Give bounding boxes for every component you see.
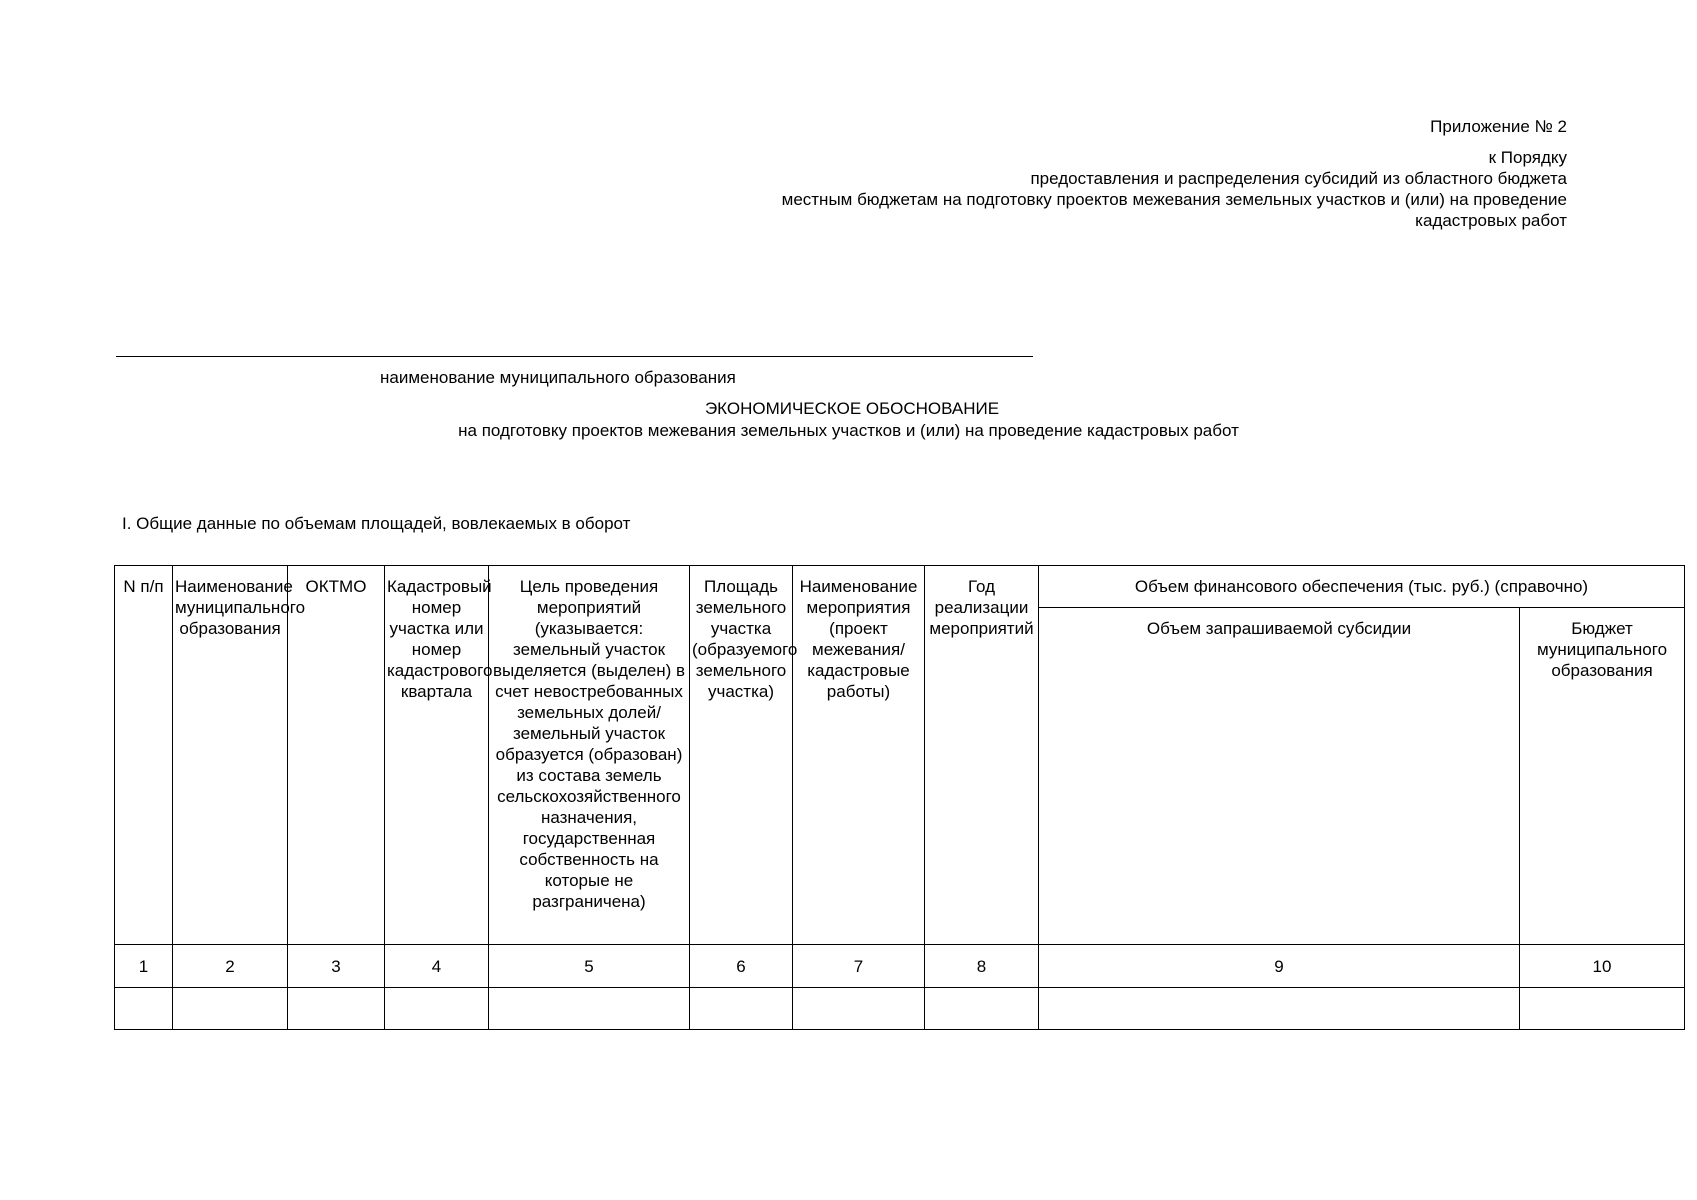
table-cell[interactable] — [115, 988, 173, 1030]
column-number: 8 — [925, 945, 1039, 988]
municipality-caption: наименование муниципального образования — [380, 368, 736, 387]
table-cell[interactable] — [489, 988, 690, 1030]
column-number: 4 — [385, 945, 489, 988]
column-number: 3 — [288, 945, 385, 988]
header-col-10: Бюджет муниципального образования — [1520, 608, 1685, 945]
column-number: 5 — [489, 945, 690, 988]
column-number: 6 — [690, 945, 793, 988]
column-number: 10 — [1520, 945, 1685, 988]
table-row — [115, 988, 1685, 1030]
appendix-line: предоставления и распределения субсидий из областного бюджета — [1030, 169, 1567, 188]
column-number: 9 — [1039, 945, 1520, 988]
data-table — [114, 565, 1685, 1030]
column-number-row — [115, 945, 1685, 988]
header-col-3: ОКТМО — [288, 566, 385, 945]
header-group-financing: Объем финансового обеспечения (тыс. руб.) (справочно) — [1039, 566, 1685, 608]
table-cell[interactable] — [690, 988, 793, 1030]
table-header-row — [115, 566, 1685, 608]
header-col-4: Кадастровый номер участка или номер кадастрового квартала — [385, 566, 489, 945]
appendix-block — [667, 116, 1567, 231]
column-number: 2 — [173, 945, 288, 988]
table-cell[interactable] — [385, 988, 489, 1030]
header-col-7: Наименование мероприятия (проект межевания/кадастровые работы) — [793, 566, 925, 945]
appendix-line: кадастровых работ — [1415, 211, 1567, 230]
appendix-title: Приложение № 2 — [1430, 117, 1567, 136]
header-col-2: Наименование муниципального образования — [173, 566, 288, 945]
appendix-line: местным бюджетам на подготовку проектов межевания земельных участков и (или) на проведение — [781, 190, 1567, 209]
header-col-6: Площадь земельного участка (образуемого земельного участка) — [690, 566, 793, 945]
column-number: 1 — [115, 945, 173, 988]
document-heading — [0, 398, 1697, 442]
table-cell[interactable] — [173, 988, 288, 1030]
header-col-5: Цель проведения мероприятий (указывается: земельный участок выделяется (выделен) в счет невостребованных земельных долей/земельный участок образуется (образован) из состава земель сельскохозяйственного назначения, государственная собственность на которые не разграничена) — [489, 566, 690, 945]
header-col-1: N п/п — [115, 566, 173, 945]
table-cell[interactable] — [1520, 988, 1685, 1030]
municipality-name-line[interactable] — [116, 356, 1033, 357]
appendix-line: к Порядку — [1488, 148, 1567, 167]
document-title: ЭКОНОМИЧЕСКОЕ ОБОСНОВАНИЕ — [704, 399, 1000, 418]
header-col-8: Год реализации мероприятий — [925, 566, 1039, 945]
table-cell[interactable] — [793, 988, 925, 1030]
table-cell[interactable] — [288, 988, 385, 1030]
section-title: I. Общие данные по объемам площадей, вовлекаемых в оборот — [122, 514, 631, 533]
document-subtitle: на подготовку проектов межевания земельных участков и (или) на проведение кадастровых работ — [458, 421, 1239, 440]
table-cell[interactable] — [1039, 988, 1520, 1030]
table-cell[interactable] — [925, 988, 1039, 1030]
header-col-9: Объем запрашиваемой субсидии — [1039, 608, 1520, 945]
column-number: 7 — [793, 945, 925, 988]
